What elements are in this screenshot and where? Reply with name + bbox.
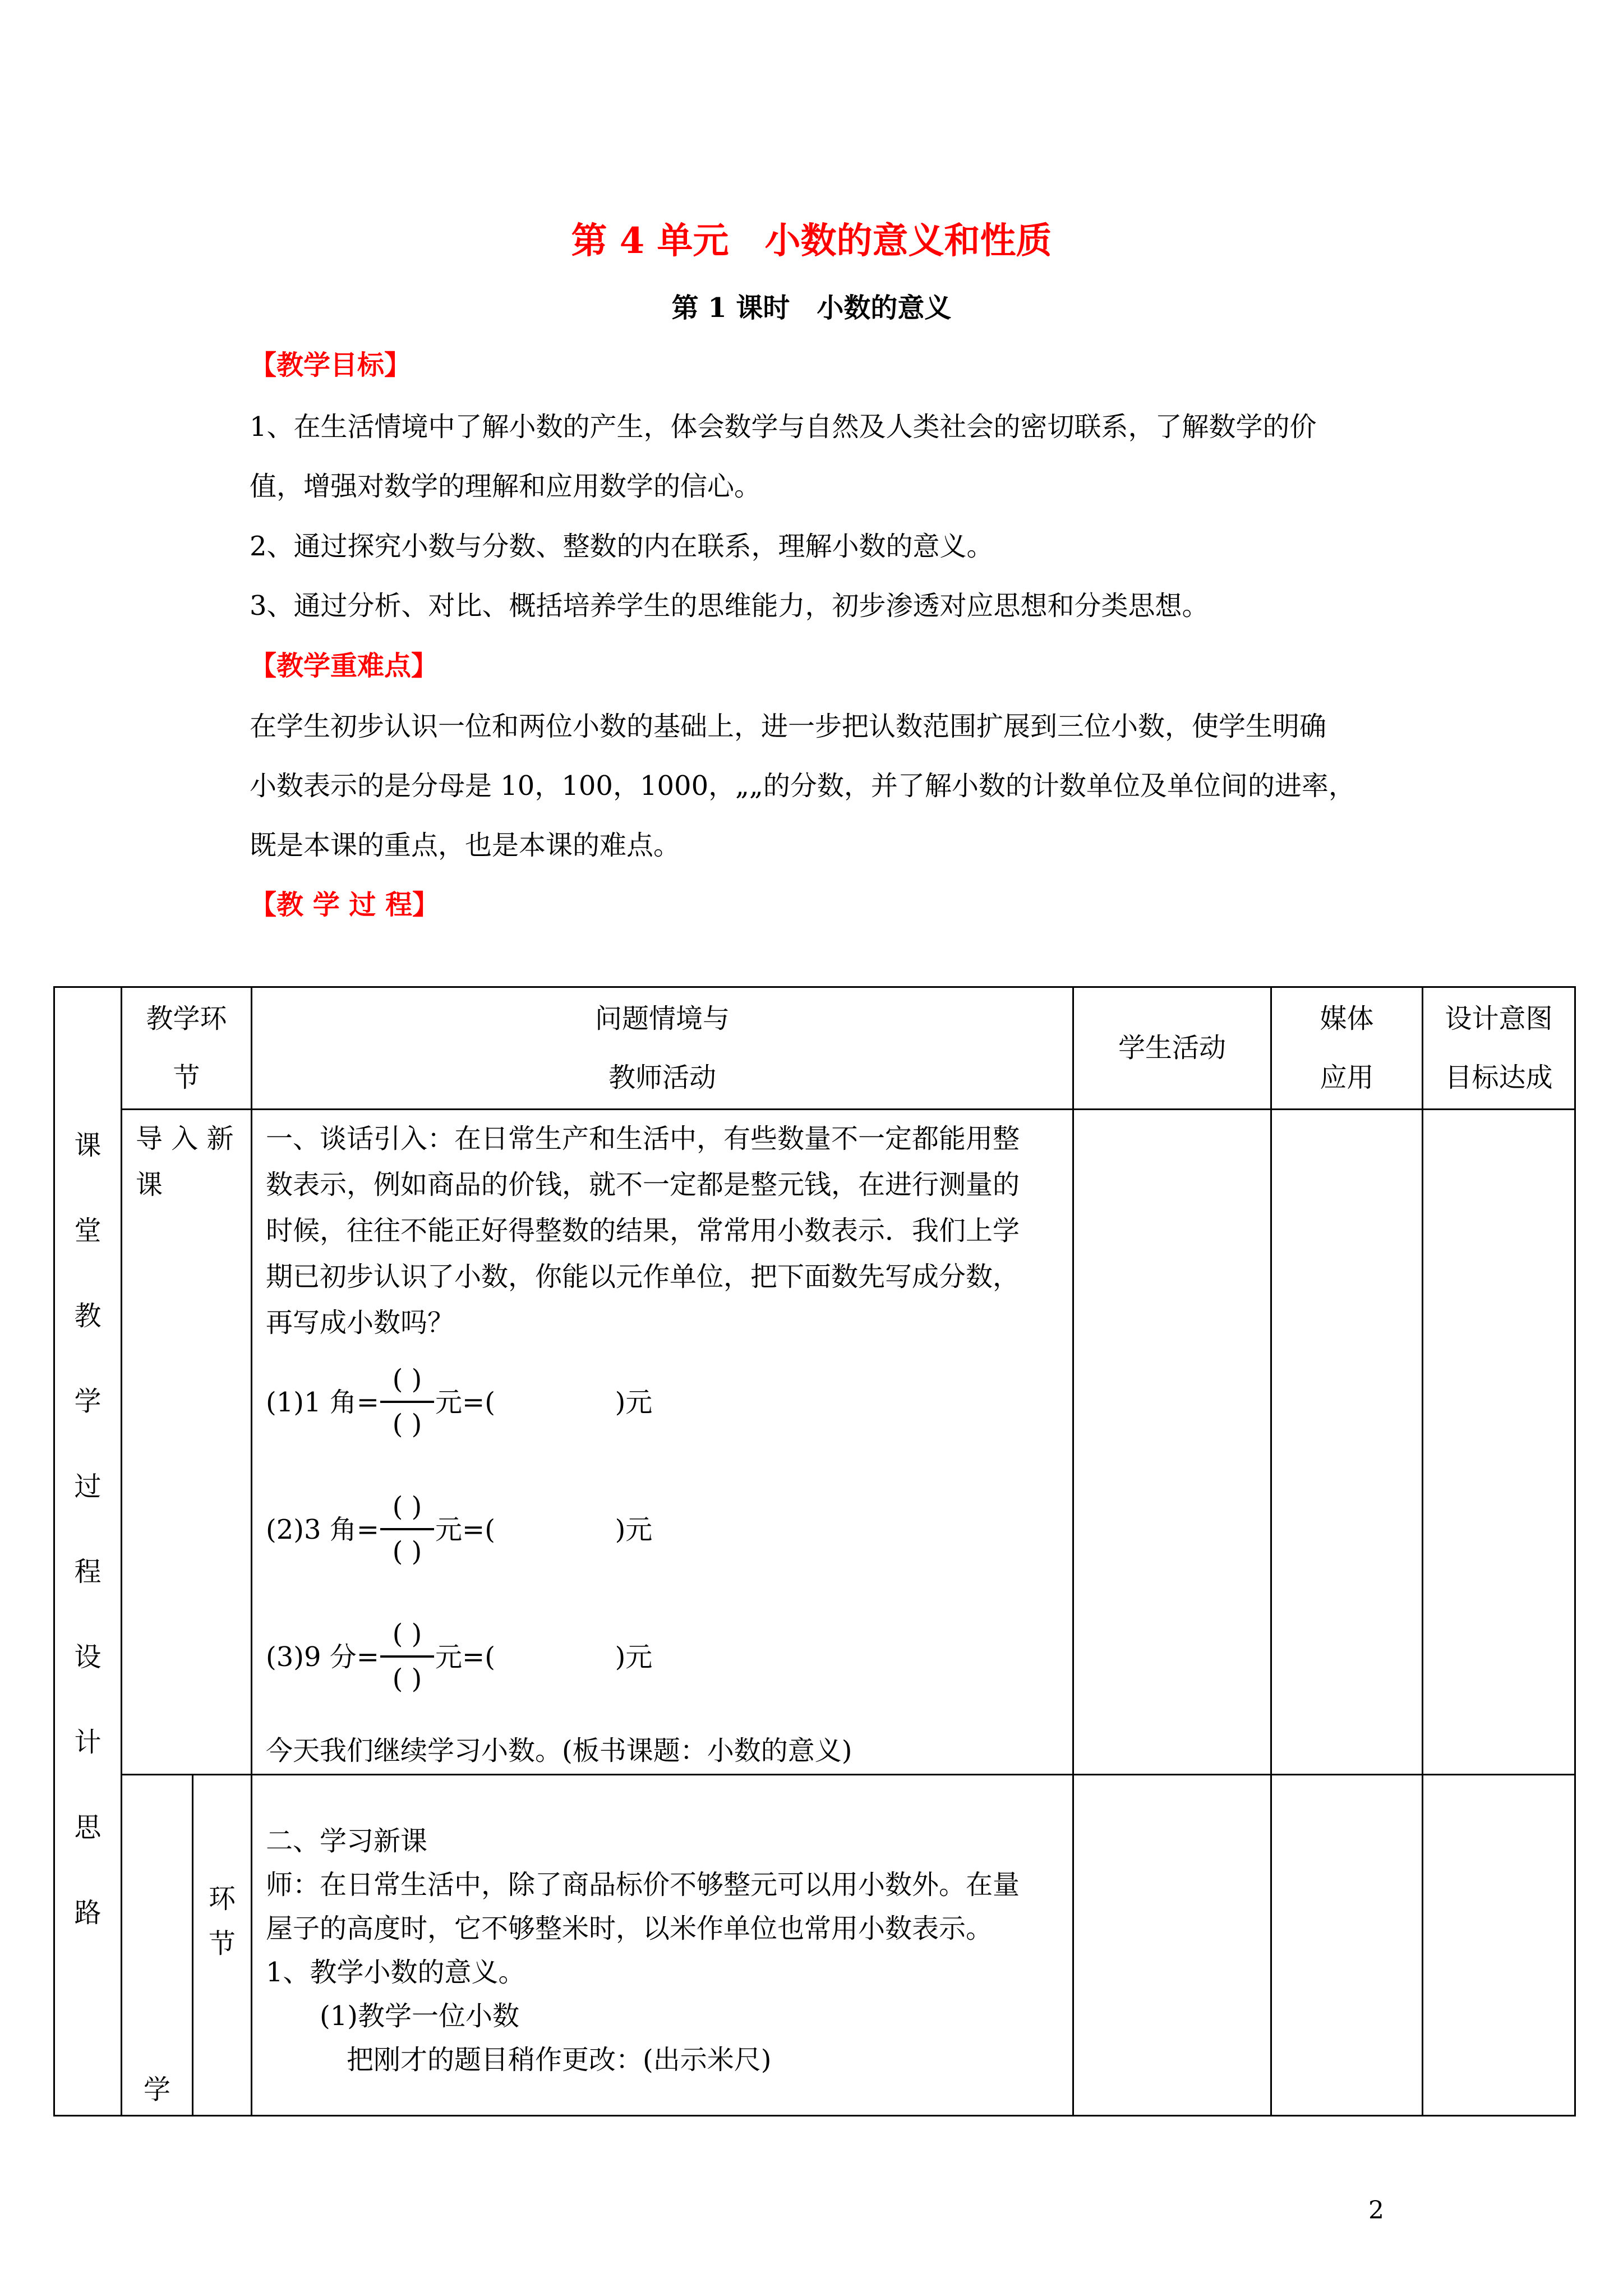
key-points-line-2: 小数表示的是分母是 10，100，1000，„„的分数，并了解小数的计数单位及单位间的进率，: [250, 770, 1355, 802]
row1-teacher-activity: [252, 1110, 1073, 1775]
question-1: [266, 1363, 1061, 1490]
question-3: [266, 1617, 1061, 1745]
side-label-char: 设: [74, 1641, 102, 1673]
page-title: 第 4 单元 小数的意义和性质: [571, 220, 1052, 262]
question-label: (1)1 角=: [266, 1387, 380, 1418]
row1-design: [1423, 1110, 1575, 1775]
side-label-char: 思: [74, 1812, 102, 1843]
side-label-char: 过: [74, 1471, 102, 1502]
fraction-denominator: ( ): [392, 1409, 422, 1440]
side-label-char: 课: [74, 1130, 102, 1161]
row1-student-activity: [1073, 1110, 1271, 1775]
fraction-numerator: ( ): [392, 1618, 422, 1650]
header-design: [1423, 987, 1575, 1110]
side-label-char: 路: [74, 1897, 102, 1929]
question-label: (3)9 分=: [266, 1641, 380, 1673]
row2-stage-char: 节: [209, 1928, 236, 1959]
fraction-blank: [380, 1363, 434, 1441]
fraction-bar: [380, 1528, 434, 1530]
header-design-line: 设计意图: [1445, 1002, 1553, 1034]
objective-line-4: 3、通过分析、对比、概括培养学生的思维能力，初步渗透对应思想和分类思想。: [250, 590, 1209, 622]
objective-line-3: 2、通过探究小数与分数、整数的内在联系，理解小数的意义。: [250, 531, 994, 562]
fraction-bar: [380, 1655, 434, 1658]
fraction-blank: [380, 1617, 434, 1696]
row2-line: (1)教学一位小数: [266, 2000, 520, 2032]
question-label: (2)3 角=: [266, 1514, 380, 1545]
row1-closing-line: 今天我们继续学习小数。(板书课题：小数的意义): [266, 1735, 852, 1766]
side-label-char: 学: [74, 1386, 102, 1417]
header-teacher-line: 教师活动: [608, 1061, 717, 1093]
row2-line: 屋子的高度时，它不够整米时，以米作单位也常用小数表示。: [266, 1913, 993, 1944]
row2-line: 师：在日常生活中，除了商品标价不够整元可以用小数外。在量: [266, 1869, 1020, 1901]
row1-stage: [122, 1110, 252, 1775]
header-stage-line: 教学环: [146, 1002, 227, 1034]
question-tail: 元=( )元: [435, 1514, 653, 1545]
row2-design: [1423, 1775, 1575, 2116]
row2-line: 把刚才的题目稍作更改：(出示米尺): [266, 2044, 772, 2076]
question-tail: 元=( )元: [435, 1641, 653, 1673]
row2-stage-char: 环: [209, 1883, 236, 1915]
header-design-line: 目标达成: [1445, 1061, 1553, 1093]
side-label-char: 堂: [74, 1215, 102, 1246]
row1-intro-line: 时候，往往不能正好得整数的结果，常常用小数表示．我们上学: [266, 1215, 1020, 1246]
fraction-numerator: ( ): [392, 1364, 422, 1395]
row1-intro-line: 再写成小数吗？: [266, 1307, 455, 1338]
fraction-bar: [380, 1401, 434, 1403]
header-stage-line: 节: [173, 1061, 200, 1093]
key-points-line-3: 既是本课的重点，也是本课的难点。: [250, 830, 681, 861]
header-teacher-line: 问题情境与: [595, 1002, 730, 1034]
row2-stage-inner: [193, 1775, 252, 2116]
header-media-line: 媒体: [1320, 1002, 1374, 1034]
side-label-char: 程: [74, 1556, 102, 1588]
header-media-line: 应用: [1320, 1061, 1374, 1093]
process-heading: 【教 学 过 程】: [250, 889, 440, 921]
row1-intro-line: 数表示，例如商品的价钱，就不一定都是整元钱，在进行测量的: [266, 1169, 1020, 1200]
fraction-denominator: ( ): [392, 1536, 422, 1567]
objective-line-2: 值，增强对数学的理解和应用数学的信心。: [250, 471, 762, 502]
header-stage: [122, 987, 252, 1110]
header-teacher: [252, 987, 1073, 1110]
fraction-denominator: ( ): [392, 1663, 422, 1695]
lesson-plan-table: [53, 986, 1574, 2106]
row2-stage-outer: 学: [122, 1775, 193, 2116]
side-label-char: 计: [74, 1727, 102, 1758]
objectives-heading: 【教学目标】: [250, 349, 412, 381]
row1-media: [1271, 1110, 1423, 1775]
key-points-heading: 【教学重难点】: [250, 650, 439, 682]
header-media: [1271, 987, 1423, 1110]
row2-media: [1271, 1775, 1423, 2116]
side-label-cell: [54, 987, 122, 2116]
fraction-blank: [380, 1490, 434, 1568]
header-student: 学生活动: [1073, 987, 1271, 1110]
fraction-numerator: ( ): [392, 1491, 422, 1522]
page-number: 2: [1368, 2196, 1384, 2225]
objective-line-1: 1、在生活情境中了解小数的产生，体会数学与自然及人类社会的密切联系，了解数学的价: [250, 411, 1317, 443]
row1-intro-line: 期已初步认识了小数，你能以元作单位，把下面数先写成分数，: [266, 1261, 1020, 1292]
question-2: [266, 1490, 1061, 1617]
question-tail: 元=( )元: [435, 1387, 653, 1418]
side-label-char: 教: [74, 1300, 102, 1332]
row2-line: 二、学习新课: [266, 1825, 428, 1857]
row1-stage-line: 导 入 新: [136, 1123, 234, 1154]
row1-intro-line: 一、谈话引入：在日常生产和生活中，有些数量不一定都能用整: [266, 1123, 1020, 1154]
row2-line: 1、教学小数的意义。: [266, 1957, 525, 1988]
row2-student-activity: [1073, 1775, 1271, 2116]
row1-stage-line: 课: [136, 1169, 163, 1200]
key-points-line-1: 在学生初步认识一位和两位小数的基础上，进一步把认数范围扩展到三位小数，使学生明确: [250, 711, 1327, 742]
row2-teacher-activity: [252, 1775, 1073, 2116]
lesson-title: 第 1 课时 小数的意义: [671, 292, 952, 324]
